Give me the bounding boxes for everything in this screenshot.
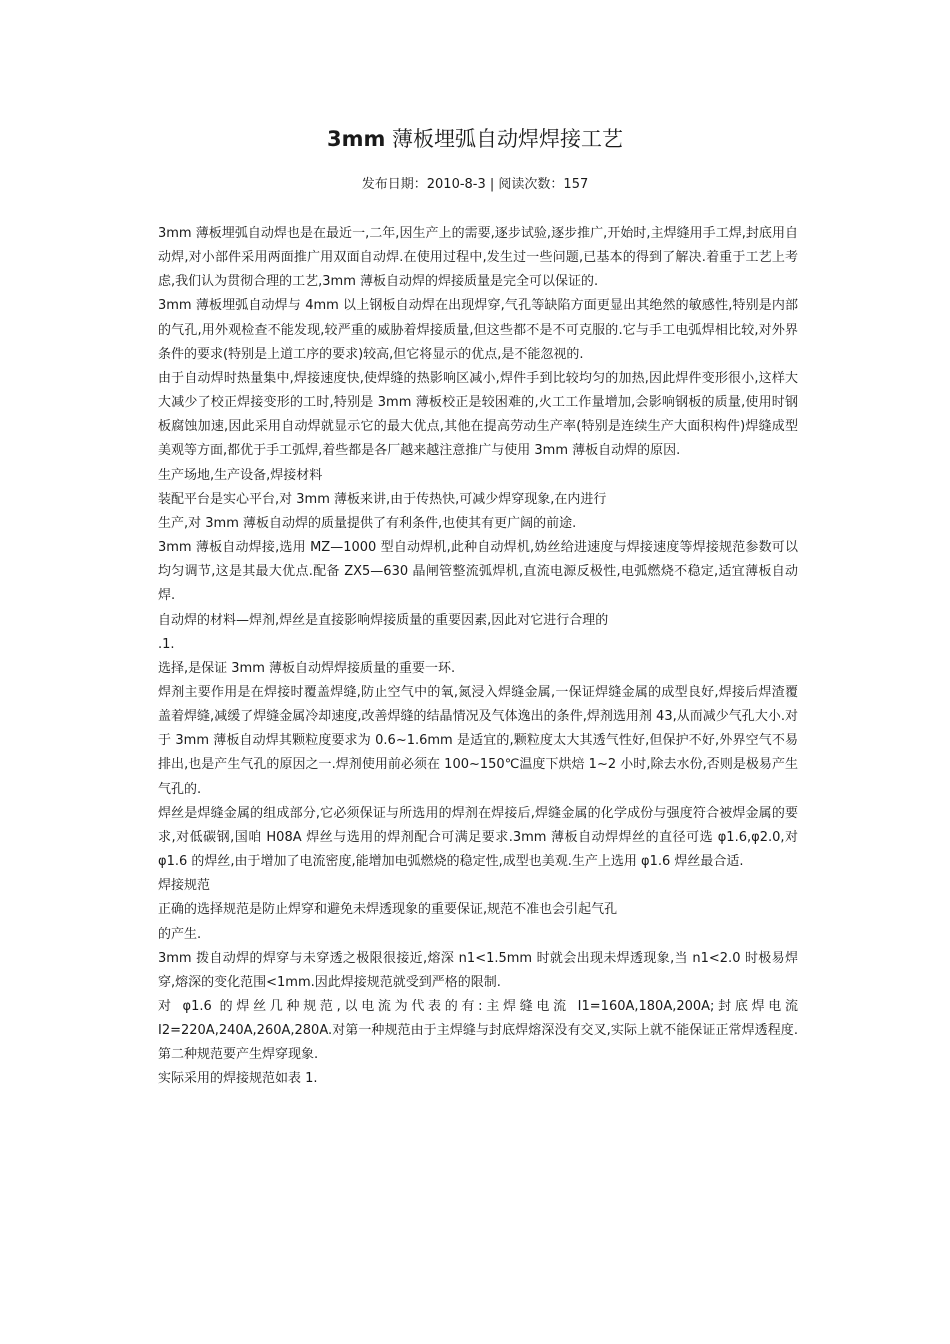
page-title-lead: 3mm xyxy=(326,127,386,151)
page-title xyxy=(0,122,950,156)
paragraph: 3mm 薄板自动焊接,选用 MZ—1000 型自动焊机,此种自动焊机,妫丝给进速度与焊接速度等焊接规范参数可以均匀调节,这是其最大优点.配备 ZX5—630 晶闸管整流弧焊机,直流电源反极性,电弧燃烧不稳定,适宜薄板自动焊. xyxy=(158,540,798,604)
paragraph: 对 φ1.6 的焊丝几种规范,以电流为代表的有:主焊缝电流 I1=160A,180A,200A;封底焊电流 I2=220A,240A,260A,280A.对第一种规范由于主焊缝与封底焊熔深没有交叉,实际上就不能保证正常焊透程度.第二种规范要产生焊穿现象. xyxy=(158,999,798,1063)
paragraph: 3mm 薄板埋弧自动焊也是在最近一,二年,因生产上的需要,逐步试验,逐步推广,开始时,主焊缝用手工焊,封底用自动焊,对小部件采用两面推广用双面自动焊.在使用过程中,发生过一些问题,已基本的得到了解决.着重于工艺上考虑,我们认为贯彻合理的工艺,3mm 薄板自动焊的焊接质量是完全可以保证的. xyxy=(158,226,798,290)
paragraph: 生产,对 3mm 薄板自动焊的质量提供了有利条件,也使其有更广阔的前途. xyxy=(158,515,577,531)
paragraph: 正确的选择规范是防止焊穿和避免未焊透现象的重要保证,规范不准也会引起气孔 xyxy=(158,902,618,918)
page-title-rest: 薄板埋弧自动焊焊接工艺 xyxy=(385,127,624,151)
paragraph: 选择,是保证 3mm 薄板自动焊焊接质量的重要一环. xyxy=(158,660,456,676)
paragraph: 焊剂主要作用是在焊接时覆盖焊缝,防止空气中的氧,氮浸入焊缝金属,一保证焊缝金属的成型良好,焊接后焊渣覆盖着焊缝,减缓了焊缝金属冷却速度,改善焊缝的结晶情况及气体逸出的条件,焊剂选用剂 43,从而减少气孔大小.对于 3mm 薄板自动焊其颗粒度要求为 0.6~1.6mm 是适宜的,颗粒度太大其透气性好,但保护不好,外界空气不易排出,也是产生气孔的原因之一.焊剂使用前必须在 100~150℃温度下烘焙 1~2 小时,除去水份,否则是极易产生气孔的. xyxy=(158,684,798,797)
paragraph: 的产生. xyxy=(158,926,202,942)
publish-meta: 发布日期：2010-8-3 | 阅读次数：157 xyxy=(361,177,589,192)
paragraph: 3mm 拨自动焊的焊穿与未穿透之极限很接近,熔深 n1<1.5mm 时就会出现未焊透现象,当 n1<2.0 时极易焊穿,熔深的变化范围<1mm.因此焊接规范就受到严格的限制. xyxy=(158,950,798,990)
paragraph: 3mm 薄板埋弧自动焊与 4mm 以上钢板自动焊在出现焊穿,气孔等缺陷方面更显出其绝然的敏感性,特别是内部的气孔,用外观检查不能发现,较严重的威胁着焊接质量,但这些都不是不可克服的.它与手工电弧焊相比较,对外界条件的要求(特别是上道工序的要求)较高,但它将显示的优点,是不能忽视的. xyxy=(158,298,798,362)
paragraph: 自动焊的材料—焊剂,焊丝是直接影响焊接质量的重要因素,因此对它进行合理的 xyxy=(158,612,609,628)
paragraph: 焊丝是焊缝金属的组成部分,它必须保证与所选用的焊剂在焊接后,焊缝金属的化学成份与强度符合被焊金属的要求,对低碳钢,国咱 H08A 焊丝与选用的焊剂配合可满足要求.3mm 薄板自动焊焊丝的直径可选 φ1.6,φ2.0,对 φ1.6 的焊丝,由于增加了电流密度,能增加电弧燃烧的稳定性,成型也美观.生产上选用 φ1.6 焊丝最合适. xyxy=(158,805,798,870)
paragraph: 实际采用的焊接规范如表 1. xyxy=(158,1071,318,1087)
paragraph: 装配平台是实心平台,对 3mm 薄板来讲,由于传热快,可减少焊穿现象,在内进行 xyxy=(158,491,607,507)
paragraph: 由于自动焊时热量集中,焊接速度快,使焊缝的热影响区减小,焊件手到比较均匀的加热,因此焊件变形很小,这样大大减少了校正焊接变形的工时,特别是 3mm 薄板校正是较困难的,火工工作量增加,会影响钢板的质量,使用时钢板腐蚀加速,因此采用自动焊就显示它的最大优点,其他在提高劳动生产率(特别是连续生产大面积构件)焊缝成型美观等方面,都优于手工弧焊,着些都是各厂越来越注意推广与使用 3mm 薄板自动焊的原因. xyxy=(158,370,798,459)
page-number: .1. xyxy=(158,636,175,652)
article-body xyxy=(158,222,798,1092)
section-heading: 生产场地,生产设备,焊接材料 xyxy=(158,467,323,483)
section-heading: 焊接规范 xyxy=(158,878,211,894)
